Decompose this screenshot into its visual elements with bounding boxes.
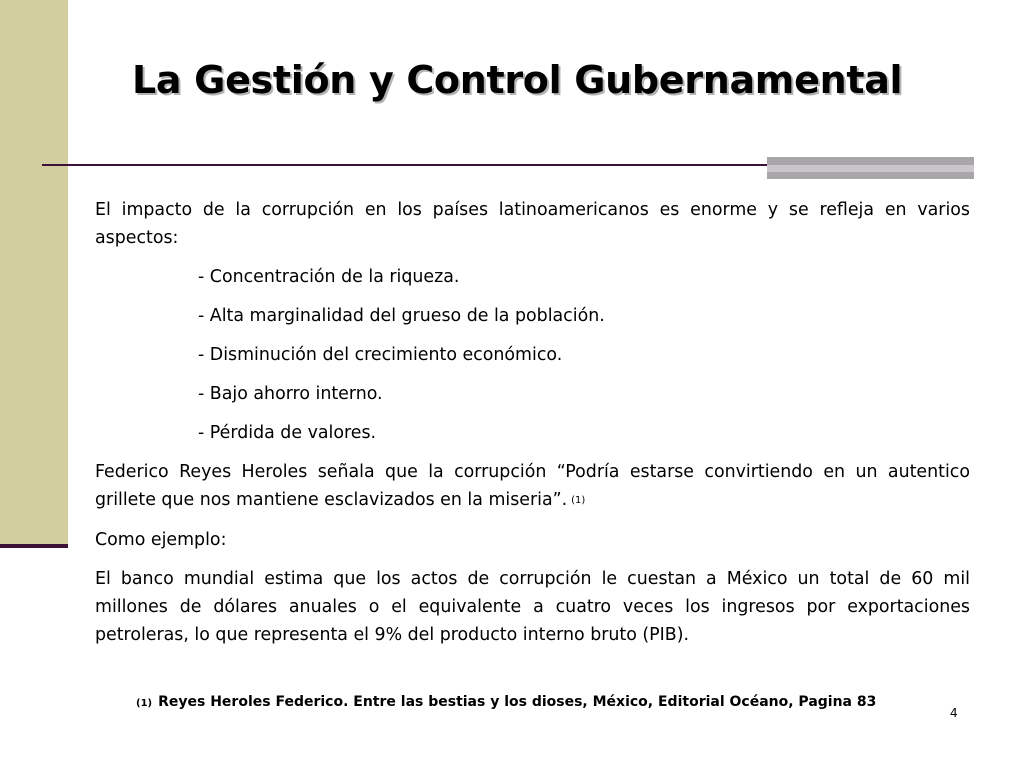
aspect-item: - Bajo ahorro interno. — [198, 384, 383, 404]
example-paragraph: El banco mundial estima que los actos de corrupción le cuestan a México un total de 60 mil millones de dólares anuales o el equivalente a cuatro veces los ingresos por exportaciones petroleras, lo que representa el 9% del producto interno bruto (PIB). — [95, 569, 970, 645]
intro-paragraph: El impacto de la corrupción en los países latinoamericanos es enorme y se refleja en varios aspectos: — [95, 200, 970, 248]
sidebar-divider — [0, 544, 68, 548]
example-label: Como ejemplo: — [95, 530, 227, 550]
slide-body — [95, 196, 970, 649]
footnote-marker: (1) — [136, 698, 153, 709]
aspect-item: - Concentración de la riqueza. — [198, 267, 460, 287]
aspect-item: - Disminución del crecimiento económico. — [198, 345, 563, 365]
quote-text: Federico Reyes Heroles señala que la corrupción “Podría estarse convirtiendo en un autentico grillete que nos mantiene esclavizados en la miseria”. — [95, 462, 970, 510]
slide-title: La Gestión y Control Gubernamental — [132, 58, 903, 102]
footnote — [136, 694, 930, 710]
quote-paragraph — [95, 458, 970, 515]
aspect-item: - Alta marginalidad del grueso de la población. — [198, 306, 605, 326]
page-number: 4 — [950, 706, 958, 720]
citation-marker: (1) — [571, 495, 586, 506]
decorative-sidebar — [0, 0, 68, 545]
aspect-item: - Pérdida de valores. — [198, 423, 377, 443]
footnote-text: Reyes Heroles Federico. Entre las bestias y los dioses, México, Editorial Océano, Pagina 83 — [158, 694, 877, 710]
title-accent-bar — [767, 157, 974, 179]
